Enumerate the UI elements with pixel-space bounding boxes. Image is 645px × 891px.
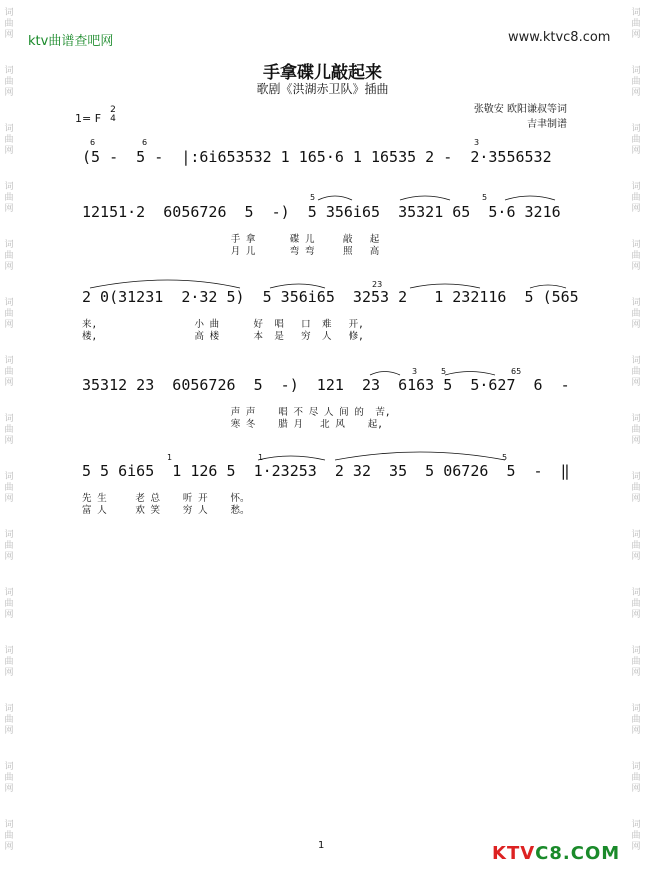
site-name-left: ktv曲谱查吧网 [28, 34, 114, 49]
slur [410, 284, 480, 288]
margin-watermark-text: 词曲网 [631, 646, 641, 678]
margin-watermark-text: 词曲网 [4, 240, 14, 272]
slur [270, 284, 325, 288]
arranger-credit: 吉聿制谱 [527, 119, 567, 130]
margin-watermark-text: 词曲网 [631, 298, 641, 330]
meter-bottom: 4 [110, 114, 116, 124]
lyrics-verse-1: 声 声 唱 不 尽 人 间 的 苦, [82, 407, 391, 418]
margin-watermark-text: 词曲网 [4, 530, 14, 562]
margin-watermark-text: 词曲网 [631, 820, 641, 852]
slur [258, 456, 325, 460]
grace-note-mark: 5 [310, 193, 316, 202]
lyrics-verse-2: 寒 冬 腊 月 北 风 起, [82, 419, 383, 430]
key-signature: 1= F [75, 112, 102, 125]
site-logo [492, 843, 620, 864]
slur [370, 372, 400, 376]
meter-top: 2 [110, 105, 116, 115]
margin-watermark-text: 词曲网 [631, 762, 641, 794]
margin-watermark-text: 词曲网 [4, 124, 14, 156]
margin-watermark-text: 词曲网 [4, 588, 14, 620]
slur [505, 196, 555, 200]
lyrics-verse-1: 先 生 老 总 听 开 怀。 [82, 493, 250, 504]
lyrics-verse-2: 楼, 高 楼 本 是 穷 人 修, [82, 331, 364, 342]
margin-watermark-text: 词曲网 [4, 820, 14, 852]
song-title: 手拿碟儿敲起来 [263, 63, 382, 83]
margin-watermark-text: 词曲网 [4, 762, 14, 794]
lyrics-verse-1: 来, 小 曲 好 唱 口 难 开, [82, 319, 364, 330]
slur [318, 196, 352, 200]
grace-note-mark: 5 [441, 367, 447, 376]
grace-note-mark: 23 [372, 280, 383, 289]
slur [90, 280, 240, 288]
triplet-mark: 3 [412, 367, 418, 376]
margin-watermark-text: 词曲网 [631, 356, 641, 388]
slur [530, 285, 566, 288]
margin-watermark-text: 词曲网 [4, 356, 14, 388]
row-notes: 2 0(31231 2·32 5) 5 356i65 3253 2 1 232116 5 (565 [82, 288, 579, 306]
logo-part-ktv: KTV [492, 843, 536, 864]
lyrics-verse-2: 月 儿 弯 弯 照 高 [82, 246, 380, 257]
margin-watermark-text: 词曲网 [631, 8, 641, 40]
grace-note-mark: 1 [258, 453, 264, 462]
slur [400, 196, 450, 200]
margin-watermark-text: 词曲网 [631, 124, 641, 156]
margin-watermark-text: 词曲网 [4, 8, 14, 40]
grace-note-mark: 5 [502, 453, 508, 462]
lyrics-verse-1: 手 拿 碟 儿 敲 起 [82, 234, 380, 245]
grace-note-mark: 6 [142, 138, 148, 147]
margin-watermark-text: 词曲网 [4, 646, 14, 678]
margin-watermark-text: 词曲网 [631, 588, 641, 620]
page-number: 1 [318, 840, 325, 851]
grace-note-mark: 6 [90, 138, 96, 147]
margin-watermark-text: 词曲网 [4, 414, 14, 446]
slur [335, 452, 508, 462]
logo-part-c8: C8.COM [535, 843, 621, 864]
margin-watermark-text: 词曲网 [631, 472, 641, 504]
margin-watermark-text: 词曲网 [631, 240, 641, 272]
site-url-right: www.ktvc8.com [508, 30, 611, 45]
row-notes: (5 - 5 - |:6i653532 1 165·6 1 16535 2 - 2·3556532 [82, 148, 552, 166]
slur [445, 372, 495, 376]
grace-note-mark: 65 [511, 367, 522, 376]
margin-watermark-text: 词曲网 [4, 472, 14, 504]
row-notes: 12151·2 6056726 5 -) 5 356i65 35321 65 5·6 3216 [82, 203, 561, 221]
margin-watermark-text: 词曲网 [4, 66, 14, 98]
lyrics-verse-2: 富 人 欢 笑 穷 人 愁。 [82, 505, 250, 516]
margin-watermark-text: 词曲网 [631, 66, 641, 98]
margin-watermark-text: 词曲网 [631, 182, 641, 214]
song-subtitle: 歌剧《洪湖赤卫队》插曲 [256, 82, 389, 96]
grace-note-mark: 3 [474, 138, 480, 147]
row-notes: 5 5 6i65 1 126 5 1·23253 2 32 35 5 06726 5 - ‖ [82, 462, 570, 480]
margin-watermark-text: 词曲网 [4, 704, 14, 736]
margin-watermark-text: 词曲网 [4, 298, 14, 330]
margin-watermark-text: 词曲网 [631, 414, 641, 446]
lyricist-credit: 张敬安 欧阳谦叔等词 [473, 104, 567, 115]
row-notes: 35312 23 6056726 5 -) 121 23 6163 5 5·627 6 - [82, 376, 570, 394]
grace-note-mark: 1 [167, 453, 173, 462]
margin-watermark-text: 词曲网 [631, 704, 641, 736]
grace-note-mark: 5 [482, 193, 488, 202]
margin-watermark-text: 词曲网 [4, 182, 14, 214]
margin-watermark-text: 词曲网 [631, 530, 641, 562]
